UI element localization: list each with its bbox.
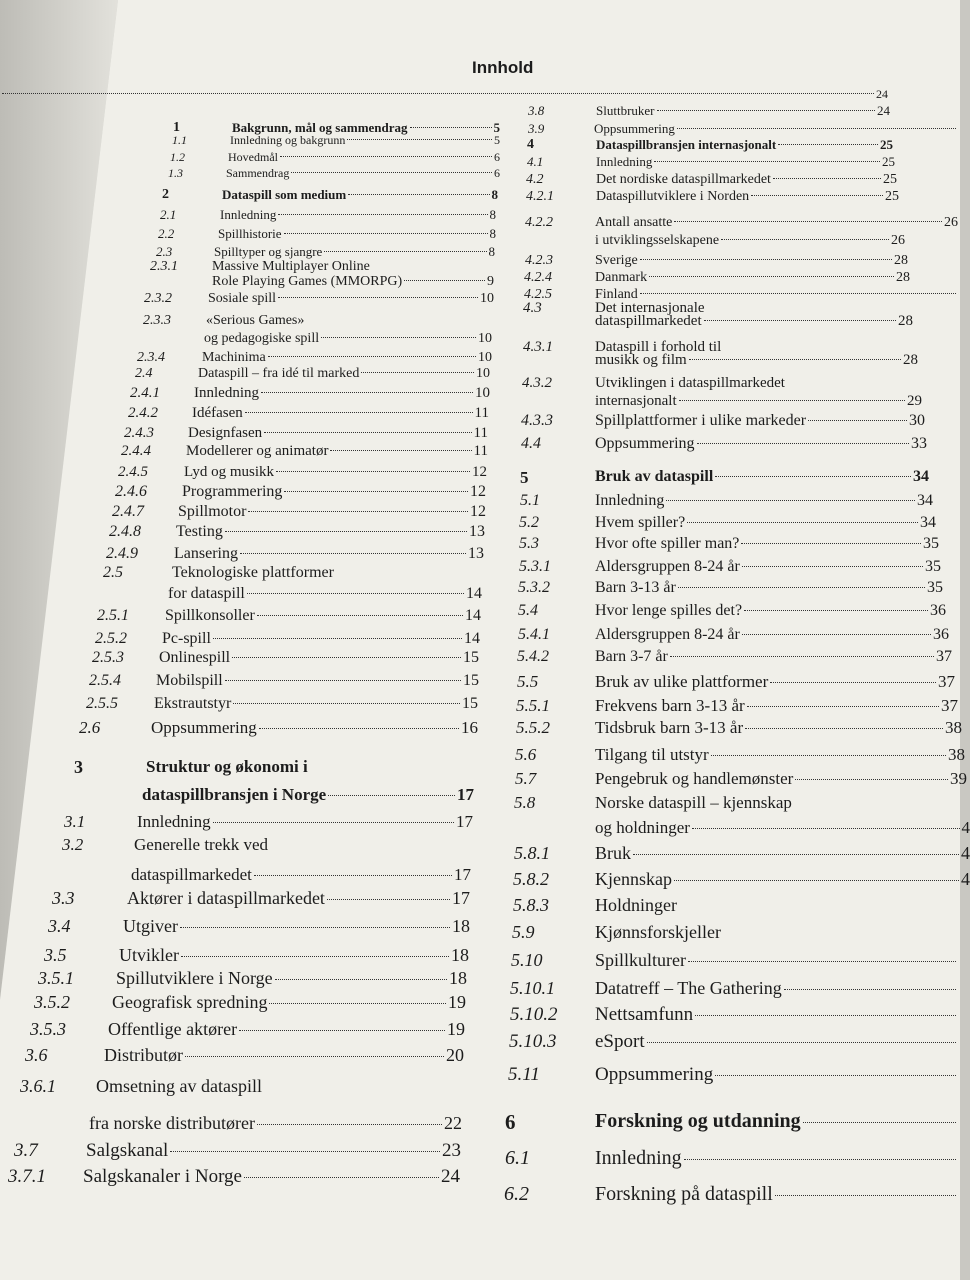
section-title: Tilgang til utstyr: [595, 745, 709, 764]
section-number: 5.3.1: [519, 558, 551, 575]
dot-leader: [742, 634, 931, 635]
section-title: Datatreff – The Gathering: [595, 978, 782, 998]
page-number: 26: [944, 215, 958, 230]
section-title: Innledning og bakgrunn: [230, 133, 346, 147]
page-number: 26: [891, 233, 905, 248]
section-number: 5.3: [519, 535, 539, 552]
section-number: 2.5.3: [92, 649, 124, 666]
dot-leader: [775, 1195, 956, 1196]
section-number: 3: [74, 757, 83, 777]
section-title: Forskning og utdanning: [595, 1110, 801, 1132]
section-title: Massive Multiplayer Online: [212, 259, 370, 274]
dot-leader: [649, 276, 894, 277]
section-number: 5.8.3: [513, 895, 549, 915]
dot-leader: [721, 239, 889, 240]
section-number: 3.1: [64, 812, 86, 831]
page-number: 8: [488, 244, 495, 259]
section-number: 5.7: [515, 769, 537, 788]
page-number: 17: [457, 785, 474, 804]
page-number: 8: [489, 207, 496, 222]
dot-leader: [711, 755, 946, 756]
section-number: 1.1: [172, 133, 187, 147]
section-title: Struktur og økonomi i: [146, 757, 308, 776]
section-number: 5.4: [518, 602, 538, 619]
section-title: Det nordiske dataspillmarkedet: [596, 172, 771, 187]
page-number: 25: [880, 137, 893, 152]
section-number: 4.2.1: [526, 189, 554, 204]
section-title: for dataspill: [168, 585, 245, 602]
section-number: 3.5.1: [38, 968, 74, 988]
section-title: Norske dataspill – kjennskap: [595, 793, 792, 812]
page-number: 14: [465, 607, 481, 624]
page-number: 6: [494, 150, 500, 164]
section-title: Forskning på dataspill: [595, 1183, 773, 1205]
section-number: 4.3.2: [522, 375, 552, 391]
section-title: Barn 3-13 år: [595, 579, 676, 596]
section-number: 4.2.5: [524, 287, 552, 302]
page-number: 18: [449, 968, 467, 988]
section-title: Mobilspill: [156, 672, 223, 689]
section-title: Tidsbruk barn 3-13 år: [595, 718, 744, 737]
page-number: 15: [463, 649, 479, 666]
section-number: 4.4: [521, 435, 541, 452]
page-number: 24: [876, 87, 888, 101]
section-title: Frekvens barn 3-13 år: [595, 696, 745, 715]
page-number: 14: [464, 630, 480, 647]
page-number: 12: [472, 464, 487, 480]
section-title: Sverige: [595, 253, 638, 268]
section-title: Sluttbruker: [596, 103, 655, 118]
section-number: 4.1: [527, 154, 544, 169]
section-title: Onlinespill: [159, 649, 231, 666]
section-title: Hvem spiller?: [595, 514, 686, 531]
section-number: 5.5.2: [516, 718, 550, 737]
section-number: 2.6: [79, 718, 101, 737]
section-title: Utgiver: [123, 916, 178, 936]
section-title: Spillhistorie: [218, 226, 282, 241]
section-title: Kjennskap: [595, 869, 672, 889]
section-number: 5.8.2: [513, 869, 549, 889]
section-number: 5.10: [511, 950, 543, 970]
page-number: 35: [927, 579, 943, 596]
page-number: 34: [920, 514, 936, 531]
section-title: Nettsamfunn: [595, 1004, 694, 1025]
section-number: 5.4.2: [517, 648, 549, 665]
section-title: eSport: [595, 1031, 645, 1052]
section-number: 2.3.1: [150, 259, 178, 274]
page-number: 11: [473, 425, 488, 441]
section-title: og pedagogiske spill: [204, 331, 320, 346]
section-title: Danmark: [595, 270, 648, 285]
section-number: 4.3: [523, 300, 542, 316]
section-title: Pengebruk og handlemønster: [595, 769, 794, 788]
dot-leader: [677, 128, 956, 129]
section-title: Antall ansatte: [595, 215, 673, 230]
section-number: 3.8: [528, 103, 545, 118]
dot-leader: [751, 195, 883, 196]
dot-leader: [778, 144, 878, 145]
dot-leader: [745, 728, 943, 729]
section-number: 2: [162, 187, 169, 202]
section-title: Geografisk spredning: [112, 992, 268, 1012]
page-number: 35: [925, 558, 941, 575]
dot-leader: [647, 1042, 956, 1043]
page-number: 4: [961, 869, 970, 889]
section-title: Utvikler: [119, 945, 179, 965]
page-number: 25: [883, 172, 897, 187]
page-number: 25: [882, 154, 895, 169]
section-number: 5.8.1: [514, 843, 550, 863]
section-title: Generelle trekk ved: [134, 835, 269, 854]
section-number: 3.5.3: [30, 1019, 66, 1039]
dot-leader: [670, 656, 934, 657]
section-number: 2.4.3: [124, 425, 154, 441]
page-number: 38: [948, 745, 965, 764]
section-title: Role Playing Games (MMORPG): [212, 274, 403, 289]
section-title: Pc-spill: [162, 630, 211, 647]
page-number: 4: [961, 818, 970, 837]
page-number: 38: [945, 718, 962, 737]
section-number: 3.6.1: [20, 1076, 56, 1096]
section-title: fra norske distributører: [89, 1113, 255, 1133]
page-number: 12: [470, 483, 486, 500]
section-number: 5.10.1: [510, 978, 555, 998]
section-title: internasjonalt: [595, 393, 677, 409]
section-number: 2.4.4: [121, 443, 151, 459]
section-title: Bruk av ulike plattformer: [595, 672, 769, 691]
page-number: 17: [452, 888, 470, 908]
section-number: 4: [527, 137, 534, 152]
section-title: Offentlige aktører: [108, 1019, 238, 1039]
dot-leader: [692, 828, 960, 829]
section-number: 6.1: [505, 1147, 530, 1169]
page-number: 10: [476, 366, 490, 381]
section-title: Sosiale spill: [208, 291, 277, 306]
page-number: 35: [923, 535, 939, 552]
section-number: 5.5.1: [516, 696, 550, 715]
section-title: Salgskanal: [86, 1140, 169, 1161]
dot-leader: [715, 1075, 956, 1076]
section-title: dataspillbransjen i Norge: [142, 785, 327, 804]
page-title: Innhold: [472, 58, 534, 77]
page-number: 23: [442, 1140, 461, 1161]
dot-leader: [784, 989, 956, 990]
page-number: 28: [898, 313, 913, 329]
section-title: Spillutviklere i Norge: [116, 968, 273, 988]
section-number: 3.7.1: [8, 1166, 46, 1187]
page-number: 36: [933, 626, 949, 643]
section-title: Hvor lenge spilles det?: [595, 602, 743, 619]
dot-leader: [2, 93, 874, 94]
page-number: 20: [446, 1045, 464, 1065]
section-number: 5.11: [508, 1064, 540, 1085]
section-number: 2.5.4: [89, 672, 121, 689]
section-number: 2.4: [135, 366, 153, 381]
section-number: 5.9: [512, 922, 535, 942]
section-number: 3.3: [52, 888, 75, 908]
section-number: 2.4.8: [109, 523, 141, 540]
section-number: 5: [520, 468, 529, 487]
section-title: Lansering: [174, 545, 238, 562]
page-number: 17: [454, 865, 471, 884]
dot-leader: [715, 476, 911, 477]
dot-leader: [666, 500, 915, 501]
section-title: Bruk: [595, 843, 631, 863]
section-number: 3.6: [25, 1045, 48, 1065]
section-number: 4.3.1: [523, 339, 553, 355]
section-title: Innledning: [220, 207, 277, 222]
dot-leader: [684, 1159, 956, 1160]
dot-leader: [795, 779, 948, 780]
dot-leader: [741, 543, 921, 544]
section-title: Hovedmål: [228, 150, 278, 164]
page-number: 12: [470, 503, 486, 520]
section-number: 2.5.2: [95, 630, 127, 647]
dot-leader: [674, 880, 959, 881]
section-title: Dataspillbransjen internasjonalt: [596, 137, 777, 152]
section-number: 2.3.3: [143, 313, 171, 328]
section-title: Aldersgruppen 8-24 år: [595, 558, 740, 575]
section-title: dataspillmarkedet: [131, 865, 252, 884]
section-title: Spillkulturer: [595, 950, 686, 970]
page-number: 24: [877, 103, 890, 118]
dot-leader: [697, 443, 909, 444]
section-title: Oppsummering: [595, 435, 695, 452]
dot-leader: [633, 854, 959, 855]
dot-leader: [657, 110, 876, 111]
section-title: Aktører i dataspillmarkedet: [127, 888, 325, 908]
section-title: Innledning: [596, 154, 653, 169]
dot-leader: [742, 566, 923, 567]
dot-leader: [773, 178, 881, 179]
section-number: 5.5: [517, 672, 539, 691]
section-title: Machinima: [202, 350, 266, 365]
section-number: 3.2: [62, 835, 84, 854]
section-title: Programmering: [182, 483, 283, 500]
section-title: Det internasjonale: [595, 300, 705, 316]
section-title: Ekstrautstyr: [154, 695, 232, 712]
section-title: Spillmotor: [178, 503, 247, 520]
section-title: Modellerer og animatør: [186, 443, 329, 459]
page-number: 11: [473, 443, 488, 459]
section-number: 2.4.5: [118, 464, 148, 480]
section-title: Oppsummering: [595, 1064, 714, 1085]
section-title: Holdninger: [595, 895, 677, 915]
page-number: 13: [469, 523, 485, 540]
section-number: 3.9: [528, 121, 545, 136]
page-number: 18: [451, 945, 469, 965]
section-number: 1: [173, 120, 180, 135]
dot-leader: [654, 161, 880, 162]
section-number: 1.2: [170, 150, 185, 164]
page-number: 17: [456, 812, 473, 831]
section-number: 2.4.1: [130, 385, 160, 401]
page-number: 28: [903, 352, 918, 368]
section-title: Dataspill – fra idé til marked: [198, 366, 360, 381]
section-title: Kjønnsforskjeller: [595, 922, 721, 942]
dot-leader: [695, 1015, 956, 1016]
section-number: 6.2: [504, 1183, 529, 1205]
page-number: 10: [480, 291, 494, 306]
page-number: 16: [461, 718, 478, 737]
section-number: 4.2: [526, 172, 544, 187]
page-number: 5: [494, 133, 500, 147]
page-number: 24: [441, 1166, 460, 1187]
section-number: 3.5.2: [34, 992, 70, 1012]
section-number: 2.5.1: [97, 607, 129, 624]
section-number: 3.7: [14, 1140, 38, 1161]
section-title: «Serious Games»: [206, 313, 305, 328]
page-number: 15: [463, 672, 479, 689]
section-title: Omsetning av dataspill: [96, 1076, 262, 1096]
page-number: 14: [466, 585, 482, 602]
section-number: 5.1: [520, 492, 540, 509]
section-title: Innledning: [194, 385, 259, 401]
section-title: Bakgrunn, mål og sammendrag: [232, 120, 408, 135]
dot-leader: [687, 522, 918, 523]
page-number: 39: [950, 769, 967, 788]
section-number: 2.5: [103, 564, 123, 581]
dot-leader: [640, 293, 956, 294]
section-number: 5.4.1: [518, 626, 550, 643]
page-number: 8: [491, 187, 498, 202]
page-number: 37: [936, 648, 952, 665]
page-number: 10: [478, 331, 492, 346]
section-title: Bruk av dataspill: [595, 468, 714, 485]
section-title: Innledning: [595, 492, 665, 509]
section-number: 3.4: [48, 916, 71, 936]
section-title: Barn 3-7 år: [595, 648, 668, 665]
dot-leader: [678, 587, 925, 588]
section-title: Dataspill som medium: [222, 187, 347, 202]
section-number: 5.6: [515, 745, 537, 764]
section-number: 4.2.2: [525, 215, 553, 230]
section-number: 2.4.7: [112, 503, 144, 520]
section-title: Lyd og musikk: [184, 464, 275, 480]
section-number: 5.2: [519, 514, 539, 531]
section-title: Dataspill i forhold til: [595, 339, 722, 355]
section-number: 2.3: [156, 244, 173, 259]
section-number: 2.1: [160, 207, 177, 222]
section-number: 2.2: [158, 226, 175, 241]
section-title: Sammendrag: [226, 166, 290, 180]
page-number: 25: [885, 189, 899, 204]
dot-leader: [808, 420, 907, 421]
section-title: Oppsummering: [151, 718, 257, 737]
section-title: Idéfasen: [192, 405, 243, 421]
section-number: 2.4.2: [128, 405, 158, 421]
section-title: Spilltyper og sjangre: [214, 244, 323, 259]
section-number: 5.10.2: [510, 1004, 558, 1025]
page-number: 10: [478, 350, 492, 365]
dot-leader: [679, 400, 905, 401]
section-number: 1.3: [168, 166, 183, 180]
section-title: Spillplattformer i ulike markeder: [595, 412, 807, 429]
page-number: 8: [489, 226, 496, 241]
section-title: Innledning: [137, 812, 211, 831]
page-number: 36: [930, 602, 946, 619]
section-number: 4.2.3: [525, 253, 553, 268]
dot-leader: [803, 1122, 956, 1123]
dot-leader: [747, 706, 939, 707]
dot-leader: [688, 961, 956, 962]
dot-leader: [689, 359, 901, 360]
section-title: Salgskanaler i Norge: [83, 1166, 242, 1187]
section-title: Hvor ofte spiller man?: [595, 535, 740, 552]
section-title: Teknologiske plattformer: [172, 564, 334, 581]
section-number: 5.8: [514, 793, 536, 812]
section-title: musikk og film: [595, 352, 687, 368]
page-number: 28: [896, 270, 910, 285]
page-number: 34: [913, 468, 929, 485]
page-number: 9: [487, 274, 494, 289]
page-number: 28: [894, 253, 908, 268]
dot-leader: [770, 682, 936, 683]
section-number: 2.3.4: [137, 350, 165, 365]
section-number: 2.4.9: [106, 545, 138, 562]
page-number: 4: [961, 843, 970, 863]
section-number: 5.3.2: [518, 579, 550, 596]
section-number: 2.4.6: [115, 483, 147, 500]
section-title: Oppsummering: [594, 121, 675, 136]
section-number: 2.5.5: [86, 695, 118, 712]
page-number: 6: [494, 166, 500, 180]
page-number: 22: [444, 1113, 462, 1133]
page-number: 37: [938, 672, 955, 691]
section-title: Spillkonsoller: [165, 607, 255, 624]
section-title: Innledning: [595, 1147, 682, 1169]
page-number: 10: [475, 385, 490, 401]
dot-leader: [744, 610, 928, 611]
section-title: Distributør: [104, 1045, 183, 1065]
page-number: 19: [447, 1019, 465, 1039]
page-number: 37: [941, 696, 958, 715]
page-number: 34: [917, 492, 933, 509]
section-title: Finland: [595, 287, 638, 302]
page-number: 13: [468, 545, 484, 562]
page-number: 30: [909, 412, 925, 429]
section-title: dataspillmarkedet: [595, 313, 702, 329]
page-number: 33: [911, 435, 927, 452]
page-number: 5: [493, 120, 500, 135]
section-title: og holdninger: [595, 818, 690, 837]
section-title: Aldersgruppen 8-24 år: [595, 626, 740, 643]
section-title: Testing: [176, 523, 223, 540]
section-title: Dataspillutviklere i Norden: [596, 189, 750, 204]
dot-leader: [640, 259, 892, 260]
section-number: 4.3.3: [521, 412, 553, 429]
page-number: 29: [907, 393, 922, 409]
dot-leader: [704, 320, 896, 321]
section-number: 3.5: [44, 945, 67, 965]
page-number: 15: [462, 695, 478, 712]
section-number: 4.2.4: [524, 270, 552, 285]
section-title: Designfasen: [188, 425, 263, 441]
section-title: i utviklingsselskapene: [595, 233, 720, 248]
section-title: Utviklingen i dataspillmarkedet: [595, 375, 785, 391]
page-number: 18: [452, 916, 470, 936]
page-number: 11: [474, 405, 489, 421]
dot-leader: [674, 221, 942, 222]
section-number: 2.3.2: [144, 291, 172, 306]
page-number: 19: [448, 992, 466, 1012]
section-number: 6: [505, 1110, 516, 1134]
section-number: 5.10.3: [509, 1031, 557, 1052]
